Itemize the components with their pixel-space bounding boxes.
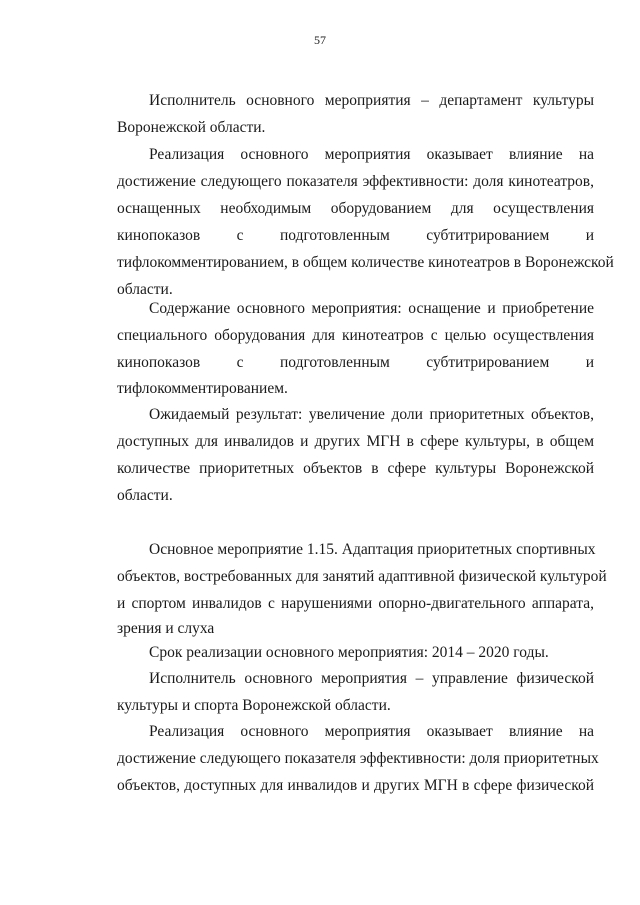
text-line: Основное мероприятие 1.15. Адаптация приоритетных спортивных xyxy=(149,541,596,558)
text-line: Воронежской области. xyxy=(117,119,266,136)
page-number: 57 xyxy=(314,33,326,47)
text-line: количестве приоритетных объектов в сфере культуры Воронежской xyxy=(117,460,594,477)
text-line: достижение следующего показателя эффективности: доля приоритетных xyxy=(117,750,599,767)
text-line: и спортом инвалидов с нарушениями опорно-двигательного аппарата, xyxy=(117,595,594,612)
text-line: Исполнитель основного мероприятия – управление физической xyxy=(149,670,594,687)
text-line: объектов, востребованных для занятий адаптивной физической культурой xyxy=(117,568,607,585)
text-line: Реализация основного мероприятия оказывает влияние на xyxy=(149,146,594,163)
text-line: кинопоказов с подготовленным субтитрированием и xyxy=(117,227,594,244)
text-line: области. xyxy=(117,281,173,298)
text-line: зрения и слуха xyxy=(117,620,215,637)
text-line: культуры и спорта Воронежской области. xyxy=(117,697,391,714)
text-line: достижение следующего показателя эффективности: доля кинотеатров, xyxy=(117,173,594,190)
text-line: Ожидаемый результат: увеличение доли приоритетных объектов, xyxy=(149,406,594,423)
text-line: Срок реализации основного мероприятия: 2014 – 2020 годы. xyxy=(149,644,549,661)
text-line: специального оборудования для кинотеатров с целью осуществления xyxy=(117,327,594,344)
text-line: Содержание основного мероприятия: оснащение и приобретение xyxy=(149,300,594,317)
text-line: Исполнитель основного мероприятия – департамент культуры xyxy=(149,92,594,109)
text-line: области. xyxy=(117,487,173,504)
text-line: тифлокомментированием, в общем количестве кинотеатров в Воронежской xyxy=(117,254,614,271)
text-line: Реализация основного мероприятия оказывает влияние на xyxy=(149,723,594,740)
text-line: доступных для инвалидов и других МГН в сфере культуры, в общем xyxy=(117,433,594,450)
text-line: кинопоказов с подготовленным субтитрированием и xyxy=(117,354,594,371)
text-line: объектов, доступных для инвалидов и других МГН в сфере физической xyxy=(117,777,594,794)
text-line: оснащенных необходимым оборудованием для осуществления xyxy=(117,200,594,217)
text-line: тифлокомментированием. xyxy=(117,380,288,397)
